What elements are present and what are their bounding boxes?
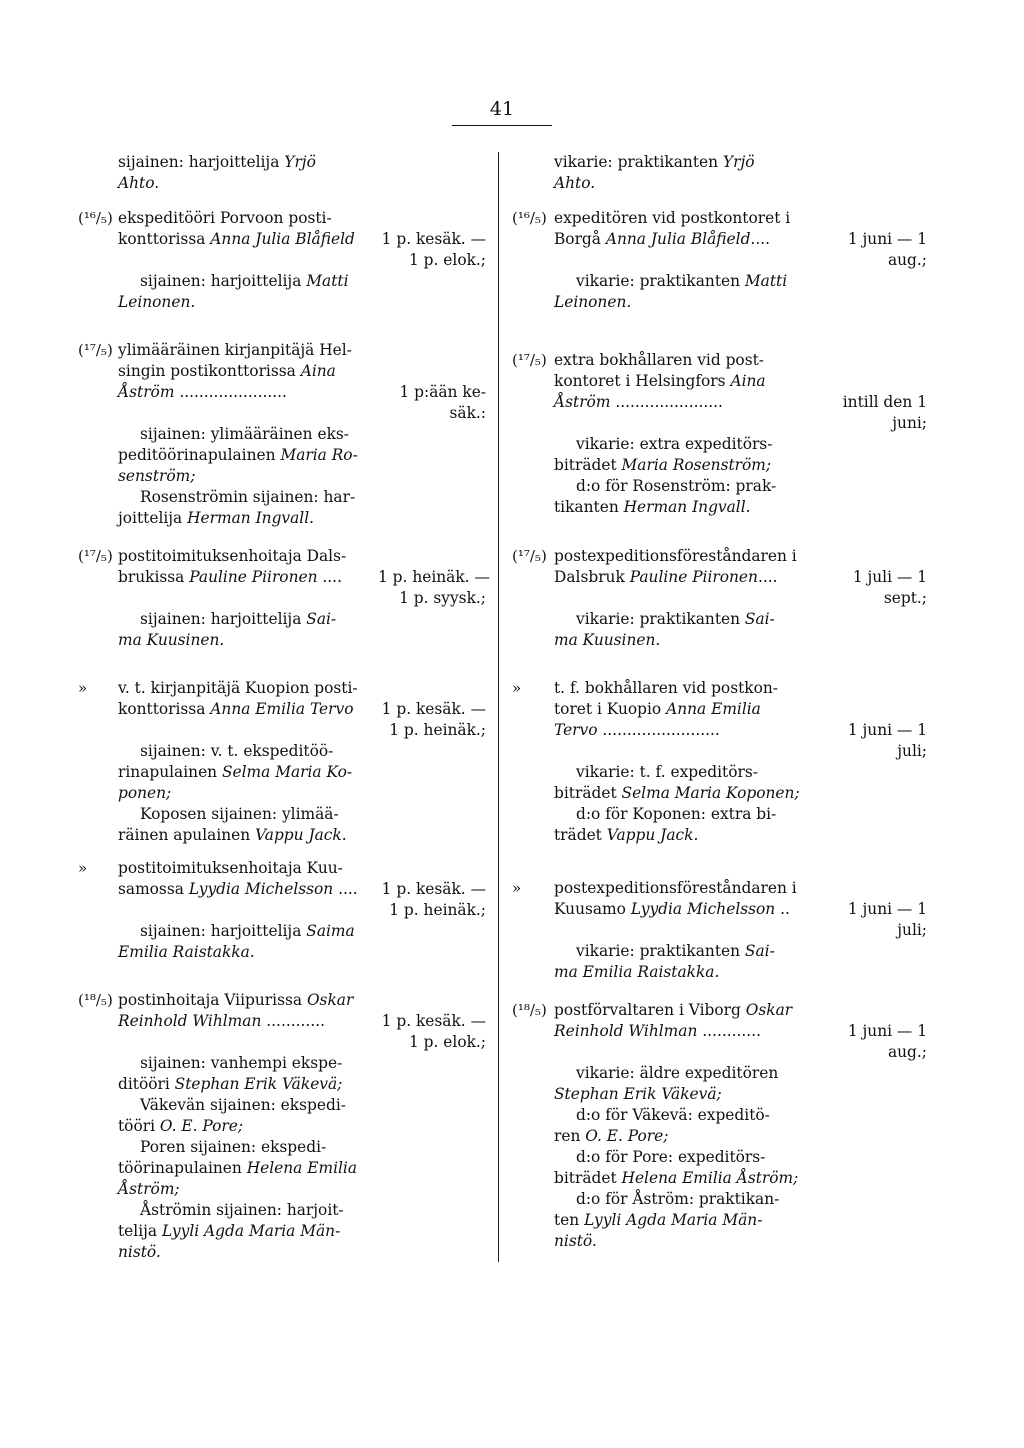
entry-date-marker: (¹⁸/₅) [78,991,113,1009]
line-name-italic: Anna Emilia [666,700,761,718]
entry [512,350,927,518]
entry-line [78,900,486,921]
line-leader-dots: ............ [697,1022,761,1040]
line-leader-dots: .... [317,568,342,586]
line-date-range: 1 p. kesäk. — [381,880,486,898]
entry-line [78,1137,486,1158]
entry-line [78,229,486,250]
line-text: postinhoitaja Viipurissa [118,991,307,1009]
line-text: vikarie: praktikanten [576,272,745,290]
line-name-italic: Matti [306,272,349,290]
line-date-range: 1 p. kesäk. — [381,230,486,248]
line-name-italic: Anna Julia Blåfield [605,230,751,248]
line-name-italic: Åström [554,393,611,411]
line-date-range: 1 p. elok.; [408,1033,486,1051]
line-text: trädet [554,826,607,844]
line-leader-dots: ............ [261,1012,325,1030]
line-text: konttorissa [118,700,211,718]
entry [78,546,490,651]
line-text: postförvaltaren i Viborg [554,1001,746,1019]
line-name-italic: Sai- [744,610,775,628]
entry [78,340,486,529]
entry-line [512,1210,927,1231]
entry-line [78,1116,486,1137]
line-date-range: 1 p. heinäk.; [389,901,486,919]
line-text: samossa [118,880,189,898]
line-name-italic: Selma Maria Ko- [221,763,353,781]
entry [512,152,927,194]
line-date-range: 1 p:ään ke- [399,383,486,401]
entry-date-marker: (¹⁸/₅) [512,1001,547,1019]
entry-line [78,1074,486,1095]
line-text: sijainen: ylimääräinen eks- [140,425,349,443]
line-date-range: säk.: [449,404,486,422]
entry-line [512,878,927,899]
header-rule [452,125,552,126]
line-text: ekspeditööri Porvoon posti- [118,209,332,227]
line-name-italic: Maria Rosenström; [621,456,772,474]
entry-line [78,858,486,879]
entry-line [78,762,486,783]
entry-line [78,678,486,699]
line-text: Åströmin sijainen: harjoit- [140,1201,344,1219]
line-name-italic: Leinonen. [554,293,632,311]
line-date-range: intill den 1 [842,393,927,411]
entry-line [512,1021,927,1042]
line-name-italic: senström; [118,467,196,485]
entry-line [78,567,490,588]
entry-line [78,1242,486,1263]
line-name-italic: Helena Emilia [246,1159,358,1177]
line-date-range: aug.; [887,251,927,269]
entry-line [512,229,927,250]
entry-line [78,609,486,630]
entry-line [78,990,486,1011]
line-name-italic: Lyydia Michelsson [188,880,334,898]
line-text: tikanten [554,498,624,516]
entry-line [78,1053,486,1074]
entry-line [512,1126,927,1147]
line-text: vikarie: äldre expeditören [576,1064,779,1082]
entry-line [512,292,927,313]
entry-line [512,941,927,962]
line-text: Väkevän sijainen: ekspedi- [140,1096,346,1114]
line-text: räinen apulainen [118,826,256,844]
entry-line [78,403,486,424]
line-text: Poren sijainen: ekspedi- [140,1138,327,1156]
line-name-italic: Vappu Jack. [606,826,699,844]
line-name-italic: O. E. Pore; [585,1127,669,1145]
entry-line [78,382,486,403]
line-date-range: juni; [892,414,927,432]
line-date-range: 1 juli — 1 [852,568,927,586]
entry-line [78,741,486,762]
entry-line [78,804,486,825]
entry-line [512,1063,927,1084]
entry-date-marker: (¹⁷/₅) [512,547,547,565]
entry-date-marker: » [512,879,522,897]
line-text: vikarie: praktikanten [576,610,745,628]
line-leader-dots: .... [757,568,778,586]
line-name-italic: Reinhold Wihlman [118,1012,262,1030]
line-date-range: 1 p. kesäk. — [381,1012,486,1030]
line-name-italic: Åström; [118,1180,180,1198]
entry-line [512,962,927,983]
line-text: extra bokhållaren vid post- [554,351,764,369]
entry-line [78,173,486,194]
line-name-italic: Helena Emilia Åström; [621,1169,799,1187]
entry-line [78,152,486,173]
line-text: expeditören vid postkontoret i [554,209,791,227]
line-name-italic: ma Emilia Raistakka. [554,963,720,981]
line-date-range: 1 p. heinäk.; [389,721,486,739]
line-date-range: 1 juni — 1 [847,900,927,918]
line-text: Borgå [554,230,606,248]
entry-line [512,1084,927,1105]
column-divider [498,152,499,1262]
line-name-italic: Aina [300,362,336,380]
line-date-range: 1 p. kesäk. — [381,700,486,718]
entry-line [512,567,927,588]
entry-line [512,250,927,271]
line-text: töörinapulainen [118,1159,247,1177]
line-name-italic: Pauline Piironen [629,568,758,586]
entry-line [512,350,927,371]
entry [512,678,927,846]
entry-line [78,487,486,508]
entry-date-marker: » [78,679,88,697]
entry [78,678,486,846]
line-name-italic: Lyyli Agda Maria Män- [584,1211,763,1229]
entry-line [78,250,486,271]
line-name-italic: nistö. [118,1243,161,1261]
line-date-range: 1 p. syysk.; [399,589,486,607]
line-text: v. t. kirjanpitäjä Kuopion posti- [118,679,358,697]
line-text: brukissa [118,568,190,586]
entry-line [512,476,927,497]
line-name-italic: Stephan Erik Väkevä; [174,1075,343,1093]
line-text: vikarie: praktikanten [554,153,723,171]
line-date-range: juli; [897,742,927,760]
entry-line [78,208,486,229]
line-text: t. f. bokhållaren vid postkon- [554,679,778,697]
entry-line [512,741,927,762]
entry-line [512,678,927,699]
line-text: sijainen: harjoittelija [140,610,307,628]
line-text: postexpeditionsföreståndaren i [554,547,797,565]
entry-line [78,546,486,567]
line-text: d:o för Åström: praktikan- [576,1190,780,1208]
line-name-italic: Oskar [306,991,354,1009]
entry-line [512,173,927,194]
entry-date-marker: (¹⁷/₅) [78,547,113,565]
line-name-italic: Stephan Erik Väkevä; [554,1085,722,1103]
line-text: vikarie: praktikanten [576,942,745,960]
line-name-italic: Lyydia Michelsson [630,900,776,918]
line-text: kontoret i Helsingfors [554,372,731,390]
entry [78,858,486,963]
entry-line [512,371,927,392]
line-text: Kuusamo [554,900,631,918]
line-name-italic: ma Kuusinen. [118,631,225,649]
line-text: singin postikonttorissa [118,362,301,380]
line-text: sijainen: harjoittelija [140,272,307,290]
line-leader-dots: .... [333,880,358,898]
entry-line [78,942,486,963]
entry-line [78,1095,486,1116]
entry-line [78,1179,486,1200]
line-name-italic: O. E. Pore; [159,1117,244,1135]
entry [78,152,486,194]
entry-line [512,1042,927,1063]
entry [512,878,927,983]
line-name-italic: Herman Ingvall. [187,509,315,527]
line-name-italic: Tervo [554,721,598,739]
entry-line [512,720,927,741]
line-name-italic: Reinhold Wihlman [554,1022,698,1040]
line-text: ren [554,1127,586,1145]
entry-line [78,1200,486,1221]
entry [78,208,486,313]
line-text: Koposen sijainen: ylimää- [140,805,339,823]
entry [78,990,486,1263]
line-name-italic: Oskar [745,1001,793,1019]
entry-line [512,1189,927,1210]
entry-line [78,783,486,804]
entry-line [78,361,486,382]
line-date-range: 1 juni — 1 [847,1022,927,1040]
entry-line [512,434,927,455]
entry-line [78,271,486,292]
line-text: Dalsbruk [554,568,630,586]
line-text: biträdet [554,1169,622,1187]
line-name-italic: Sai- [306,610,337,628]
entry-line [512,1168,927,1189]
entry-line [78,630,486,651]
line-name-italic: Pauline Piironen [189,568,318,586]
entry-line [512,392,927,413]
entry-line [512,609,927,630]
line-text: biträdet [554,456,622,474]
line-date-range: 1 p. heinäk. — [378,568,490,586]
line-text: ten [554,1211,585,1229]
line-name-italic: Matti [744,272,788,290]
line-leader-dots: ...................... [174,383,287,401]
entry-line [78,466,486,487]
line-text: postitoimituksenhoitaja Kuu- [118,859,343,877]
entry-line [78,424,486,445]
line-name-italic: ma Kuusinen. [554,631,661,649]
entry-line [512,413,927,434]
entry-date-marker: (¹⁶/₅) [78,209,113,227]
entry-line [512,630,927,651]
entry-line [512,804,927,825]
entry-line [512,1147,927,1168]
entry-line [78,879,486,900]
entry-date-marker: » [78,859,88,877]
entry-line [78,921,486,942]
entry-line [512,271,927,292]
entry-line [512,546,927,567]
entry-line [78,1158,486,1179]
line-name-italic: Yrjö [722,153,755,171]
line-text: d:o för Rosenström: prak- [576,477,777,495]
line-name-italic: Sai- [744,942,775,960]
entry-line [512,455,927,476]
page-number: 41 [489,98,515,120]
line-text: peditöörinapulainen [118,446,281,464]
line-name-italic: Åström [118,383,175,401]
line-text: sijainen: vanhempi ekspe- [140,1054,343,1072]
entry-line [512,920,927,941]
entry-line [512,899,927,920]
line-text: sijainen: harjoittelija [140,922,307,940]
entry-line [78,720,486,741]
line-name-italic: ponen; [118,784,172,802]
entry-line [512,1000,927,1021]
entry-date-marker: (¹⁷/₅) [78,341,113,359]
line-leader-dots: ...................... [610,393,723,411]
line-name-italic: nistö. [554,1232,597,1250]
line-text: rinapulainen [118,763,222,781]
line-name-italic: Aina [730,372,766,390]
line-text: sijainen: v. t. ekspeditöö- [140,742,334,760]
line-text: ditööri [118,1075,175,1093]
entry-date-marker: » [512,679,522,697]
line-text: ylimääräinen kirjanpitäjä Hel- [118,341,352,359]
line-text: toret i Kuopio [554,700,667,718]
entry-line [512,783,927,804]
entry-line [78,508,486,529]
line-text: postitoimituksenhoitaja Dals- [118,547,347,565]
line-date-range: 1 juni — 1 [847,721,927,739]
entry-line [78,292,486,313]
line-name-italic: Saima [306,922,355,940]
entry-line [78,699,486,720]
entry-line [512,1231,927,1252]
entry-line [512,699,927,720]
entry-line [512,208,927,229]
line-text: postexpeditionsföreståndaren i [554,879,797,897]
line-leader-dots: .... [750,230,770,248]
line-name-italic: Ahto. [554,174,596,192]
line-name-italic: Anna Julia Blåfield [210,230,355,248]
line-leader-dots: ........................ [597,721,720,739]
entry-line [78,1221,486,1242]
entry-line [512,588,927,609]
line-name-italic: Anna Emilia Tervo [210,700,354,718]
line-text: Rosenströmin sijainen: har- [140,488,356,506]
line-text: sijainen: harjoittelija [118,153,285,171]
line-text: d:o för Koponen: extra bi- [576,805,777,823]
entry-line [512,825,927,846]
line-name-italic: Herman Ingvall. [623,498,751,516]
line-name-italic: Emilia Raistakka. [118,943,255,961]
line-text: telija [118,1222,162,1240]
line-text: d:o för Väkevä: expeditö- [576,1106,770,1124]
line-text: vikarie: extra expeditörs- [576,435,773,453]
entry-line [512,497,927,518]
entry-line [512,1105,927,1126]
line-name-italic: Selma Maria Koponen; [621,784,800,802]
line-date-range: aug.; [887,1043,927,1061]
line-name-italic: Leinonen. [118,293,196,311]
entry-line [78,340,486,361]
line-text: konttorissa [118,230,211,248]
line-date-range: sept.; [883,589,927,607]
line-text: d:o för Pore: expeditörs- [576,1148,766,1166]
line-name-italic: Ahto. [118,174,160,192]
line-text: joittelija [118,509,188,527]
line-text: vikarie: t. f. expeditörs- [576,763,758,781]
entry-line [78,1011,486,1032]
line-text: biträdet [554,784,622,802]
entry-line [512,152,927,173]
line-date-range: 1 juni — 1 [847,230,927,248]
line-leader-dots: .. [775,900,790,918]
entry-date-marker: (¹⁶/₅) [512,209,547,227]
entry [512,208,927,313]
line-name-italic: Yrjö [284,153,316,171]
entry-line [78,445,486,466]
line-date-range: 1 p. elok.; [408,251,486,269]
entry-line [512,762,927,783]
entry-date-marker: (¹⁷/₅) [512,351,547,369]
entry-line [78,825,486,846]
entry-line [78,1032,486,1053]
line-name-italic: Maria Ro- [280,446,358,464]
line-text: tööri [118,1117,160,1135]
entry [512,1000,927,1252]
line-name-italic: Vappu Jack. [255,826,347,844]
line-date-range: juli; [897,921,927,939]
entry [512,546,927,651]
line-name-italic: Lyyli Agda Maria Män- [161,1222,341,1240]
entry-line [78,588,486,609]
